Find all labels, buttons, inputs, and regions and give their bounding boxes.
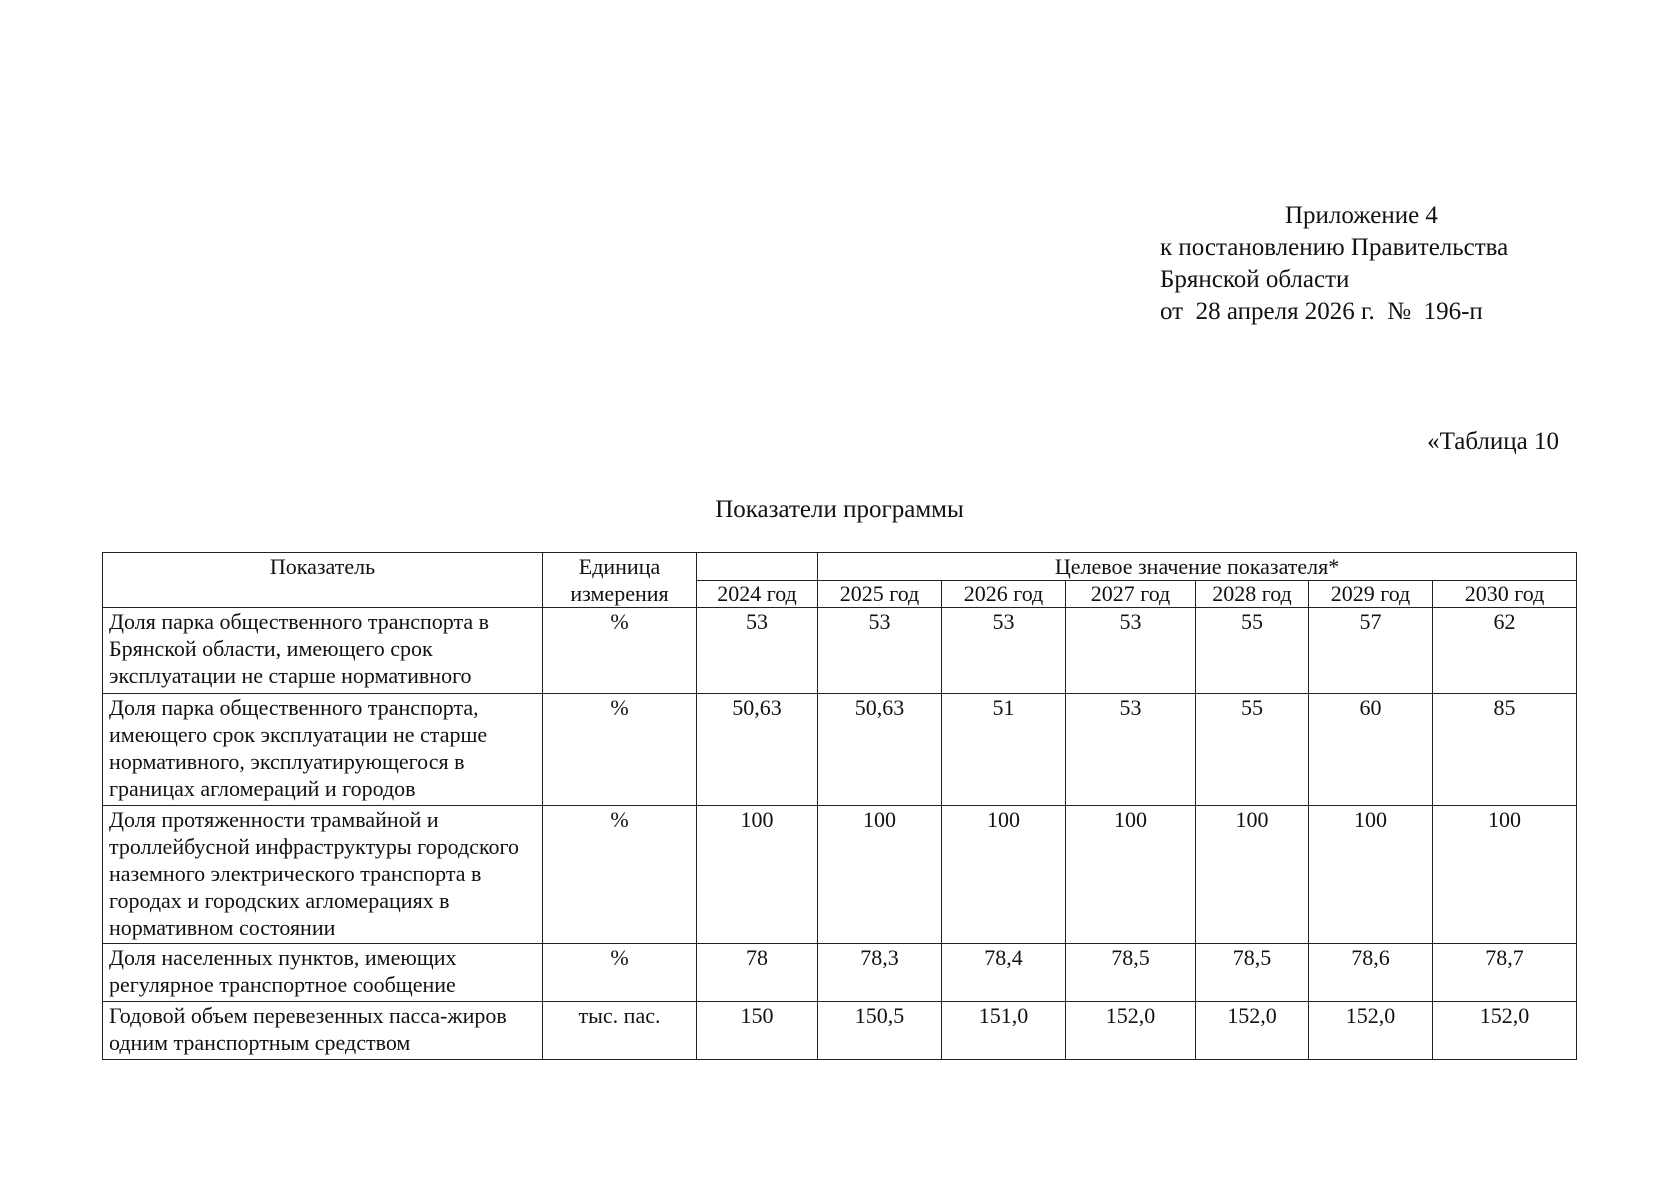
value-cell: 62 [1433, 608, 1577, 694]
value-cell: 78,6 [1309, 944, 1433, 1002]
table-row [103, 694, 1577, 806]
header-target-value: Целевое значение показателя* [818, 553, 1577, 581]
value-cell: 55 [1196, 694, 1309, 806]
header-indicator: Показатель [103, 553, 543, 608]
value-cell: 78,5 [1066, 944, 1196, 1002]
value-cell: 100 [1309, 806, 1433, 944]
header-year: 2028 год [1196, 581, 1309, 608]
indicator-unit: % [543, 806, 697, 944]
indicator-unit: % [543, 944, 697, 1002]
value-cell: 57 [1309, 608, 1433, 694]
header-year: 2024 год [697, 581, 818, 608]
appendix-header [1160, 200, 1508, 328]
value-cell: 50,63 [818, 694, 942, 806]
value-cell: 78 [697, 944, 818, 1002]
indicator-name: Доля протяженности трамвайной и троллейбусной инфраструктуры городского наземного электрического транспорта в городах и городских агломерациях в нормативном состоянии [103, 806, 543, 944]
value-cell: 78,5 [1196, 944, 1309, 1002]
value-cell: 53 [697, 608, 818, 694]
indicator-unit: % [543, 694, 697, 806]
appendix-region: Брянской области [1160, 266, 1350, 293]
value-cell: 53 [942, 608, 1066, 694]
indicators-table [102, 552, 1577, 1060]
value-cell: 150 [697, 1002, 818, 1060]
value-cell: 152,0 [1196, 1002, 1309, 1060]
value-cell: 53 [818, 608, 942, 694]
header-row-1 [103, 553, 1577, 581]
value-cell: 100 [1433, 806, 1577, 944]
value-cell: 100 [697, 806, 818, 944]
indicator-name: Доля парка общественного транспорта в Брянской области, имеющего срок эксплуатации не старше нормативного [103, 608, 543, 694]
value-cell: 100 [1066, 806, 1196, 944]
header-year: 2026 год [942, 581, 1066, 608]
header-empty [697, 553, 818, 581]
indicator-name: Доля парка общественного транспорта, имеющего срок эксплуатации не старше нормативного, эксплуатирующегося в границах агломераций и городов [103, 694, 543, 806]
value-cell: 100 [1196, 806, 1309, 944]
appendix-resolution: к постановлению Правительства [1160, 234, 1509, 261]
value-cell: 50,63 [697, 694, 818, 806]
value-cell: 78,3 [818, 944, 942, 1002]
value-cell: 53 [1066, 608, 1196, 694]
indicator-name: Доля населенных пунктов, имеющих регулярное транспортное сообщение [103, 944, 543, 1002]
header-year: 2030 год [1433, 581, 1577, 608]
indicator-unit: % [543, 608, 697, 694]
value-cell: 55 [1196, 608, 1309, 694]
header-unit: Единица измерения [543, 553, 697, 608]
appendix-date-number: от 28 апреля 2026 г. № 196-п [1160, 298, 1483, 325]
value-cell: 53 [1066, 694, 1196, 806]
value-cell: 152,0 [1066, 1002, 1196, 1060]
value-cell: 78,7 [1433, 944, 1577, 1002]
table-row [103, 806, 1577, 944]
indicator-unit: тыс. пас. [543, 1002, 697, 1060]
value-cell: 60 [1309, 694, 1433, 806]
indicator-name: Годовой объем перевезенных пасса-жиров одним транспортным средством [103, 1002, 543, 1060]
value-cell: 85 [1433, 694, 1577, 806]
appendix-number: Приложение 4 [1285, 202, 1438, 229]
table-row [103, 944, 1577, 1002]
value-cell: 151,0 [942, 1002, 1066, 1060]
value-cell: 78,4 [942, 944, 1066, 1002]
value-cell: 152,0 [1433, 1002, 1577, 1060]
table-title: Показатели программы [715, 496, 964, 523]
table-row [103, 1002, 1577, 1060]
header-year: 2027 год [1066, 581, 1196, 608]
value-cell: 150,5 [818, 1002, 942, 1060]
value-cell: 100 [818, 806, 942, 944]
header-year: 2029 год [1309, 581, 1433, 608]
value-cell: 100 [942, 806, 1066, 944]
value-cell: 152,0 [1309, 1002, 1433, 1060]
value-cell: 51 [942, 694, 1066, 806]
header-year: 2025 год [818, 581, 942, 608]
table-row [103, 608, 1577, 694]
table-label: «Таблица 10 [1427, 428, 1559, 455]
